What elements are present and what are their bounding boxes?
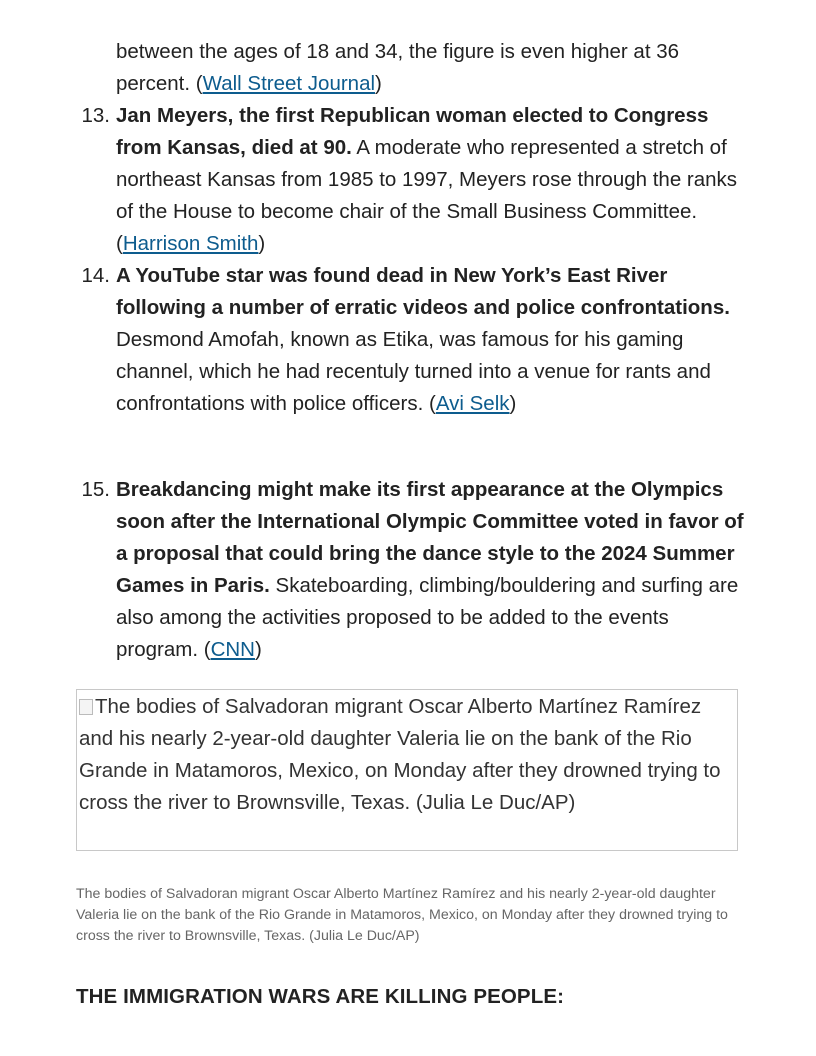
image-caption: The bodies of Salvadoran migrant Oscar Alberto Martínez Ramírez and his nearly 2-year-old daughter Valeria lie on the bank of the Rio Grande in Matamoros, Mexico, on Monday after they drowned trying to cross the river to Brownsville, Texas. (Julia Le Duc/AP) [76,886,728,944]
broken-image [76,689,738,851]
wsj-link[interactable]: Wall Street Journal [202,72,376,95]
item-close: ) [509,392,517,415]
list-number: 13. [81,104,110,127]
item-text: A moderate who represented a stretch of northeast Kansas from 1985 to 1997, Meyers rose through the ranks of the House to become chair of the Small Business Committee. ( [116,136,738,255]
intro-text: between the ages of 18 and 34, the figure is even higher at 36 percent. ( [116,40,680,95]
item-headline: Breakdancing might make its first appearance at the Olympics soon after the International Olympic Committee voted in favor of a proposal that could bring the dance style to the 2024 Summer Games in Paris. [116,478,744,597]
item-text: Desmond Amofah, known as Etika, was famous for his gaming channel, which he had recentuly turned into a venue for rants and confrontations with police officers. ( [116,328,711,415]
intro-close: ) [375,72,382,95]
item-headline: A YouTube star was found dead in New York’s East River following a number of erratic videos and police confrontations. [116,264,730,319]
list-number: 15. [81,478,110,501]
list-item-13 [81,100,746,260]
broken-image-icon [79,699,93,715]
item-close: ) [258,232,266,255]
item-headline: Jan Meyers, the first Republican woman elected to Congress from Kansas, died at 90. [116,104,709,159]
list-number: 14. [81,264,110,287]
list-item-14 [81,260,746,420]
item-close: ) [254,638,262,661]
intro-paragraph [116,36,746,100]
cnn-link[interactable]: CNN [210,638,255,661]
item-text: Skateboarding, climbing/bouldering and surfing are also among the activities proposed to be added to the events program. ( [116,574,739,661]
list-item-15 [81,474,746,666]
section-heading: THE IMMIGRATION WARS ARE KILLING PEOPLE: [76,985,565,1008]
image-alt-text: The bodies of Salvadoran migrant Oscar Alberto Martínez Ramírez and his nearly 2-year-old daughter Valeria lie on the bank of the Rio Grande in Matamoros, Mexico, on Monday after they drowned trying to cross the river to Brownsville, Texas. (Julia Le Duc/AP) [79,695,721,814]
avi-selk-link[interactable]: Avi Selk [435,392,510,415]
harrison-smith-link[interactable]: Harrison Smith [122,232,259,255]
